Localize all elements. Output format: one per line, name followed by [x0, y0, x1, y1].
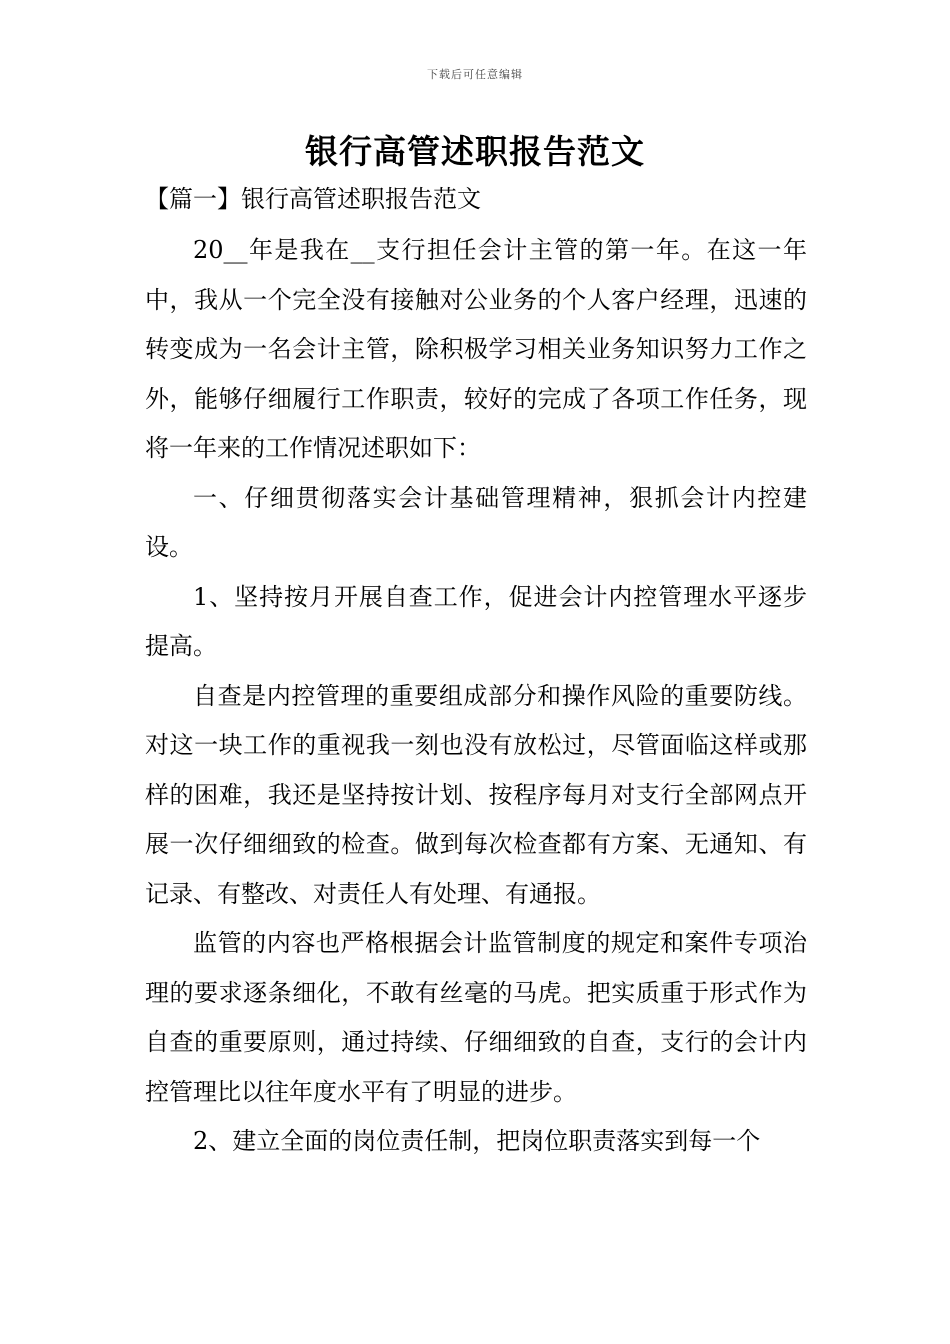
document-title: 银行高管述职报告范文 [305, 132, 645, 171]
paragraph: 自查是内控管理的重要组成部分和操作风险的重要防线。对这一块工作的重视我一刻也没有放松过，尽管面临这样或那样的困难，我还是坚持按计划、按程序每月对支行全部网点开展一次仔细细致的检查。做到每次检查都有方案、无通知、有记录、有整改、对责任人有处理、有通报。 [145, 681, 807, 908]
paragraph: 监管的内容也严格根据会计监管制度的规定和案件专项治理的要求逐条细化，不敢有丝毫的马虎。把实质重于形式作为自查的重要原则，通过持续、仔细细致的自查，支行的会计内控管理比以往年度水平有了明显的进步。 [145, 929, 807, 1106]
paragraph: 20__年是我在__支行担任会计主管的第一年。在这一年中，我从一个完全没有接触对公业务的个人客户经理，迅速的转变成为一名会计主管，除积极学习相关业务知识努力工作之外，能够仔细履行工作职责，较好的完成了各项工作任务，现将一年来的工作情况述职如下： [145, 236, 807, 462]
paragraph: 2、建立全面的岗位责任制，把岗位职责落实到每一个 [193, 1127, 761, 1155]
section-title: 【篇一】银行高管述职报告范文 [145, 185, 481, 213]
paragraph: 一、仔细贯彻落实会计基础管理精神，狠抓会计内控建设。 [145, 483, 807, 561]
header-note: 下载后可任意编辑 [427, 68, 523, 81]
paragraph: 1、坚持按月开展自查工作，促进会计内控管理水平逐步提高。 [145, 582, 807, 660]
document-body [145, 226, 807, 1167]
